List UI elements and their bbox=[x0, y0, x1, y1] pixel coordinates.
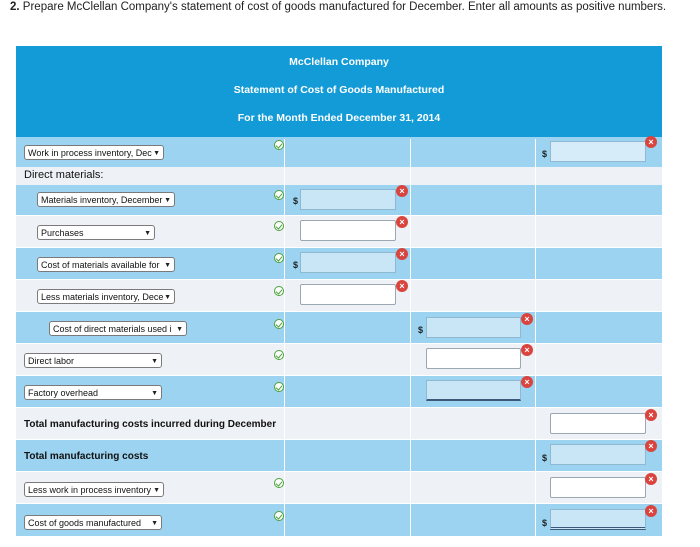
incorrect-icon: × bbox=[645, 505, 657, 517]
question-text bbox=[10, 0, 666, 14]
incorrect-icon: × bbox=[645, 473, 657, 485]
statement-header bbox=[16, 46, 662, 139]
check-icon bbox=[274, 511, 284, 521]
row-direct-materials bbox=[16, 167, 662, 185]
factory-overhead-select[interactable]: Factory overhead ▼ bbox=[24, 385, 162, 400]
incorrect-icon: × bbox=[645, 136, 657, 148]
dollar-sign: $ bbox=[542, 518, 548, 528]
direct-labor-select[interactable]: Direct labor ▼ bbox=[24, 353, 162, 368]
check-icon bbox=[274, 382, 284, 392]
materials-available-amount-input[interactable] bbox=[300, 252, 396, 273]
statement-period: For the Month Ended December 31, 2014 bbox=[237, 112, 441, 124]
incorrect-icon: × bbox=[521, 376, 533, 388]
total-incurred-label: Total manufacturing costs incurred during December bbox=[24, 419, 277, 430]
dollar-sign: $ bbox=[293, 196, 299, 206]
chevron-down-icon: ▼ bbox=[164, 197, 171, 204]
check-icon bbox=[274, 286, 284, 296]
company-name: McClellan Company bbox=[289, 56, 389, 68]
direct-materials-label: Direct materials: bbox=[24, 169, 104, 181]
cogm-select[interactable]: Cost of goods manufactured ▼ bbox=[24, 515, 162, 530]
direct-materials-used-select[interactable]: Cost of direct materials used i ▼ bbox=[49, 321, 187, 336]
column-divider bbox=[410, 139, 411, 537]
total-costs-amount-input[interactable] bbox=[550, 444, 646, 465]
row-direct-materials-used bbox=[16, 312, 662, 343]
column-divider bbox=[535, 139, 536, 537]
column-divider bbox=[284, 139, 285, 537]
row-materials-available bbox=[16, 248, 662, 279]
row-purchases bbox=[16, 216, 662, 247]
chevron-down-icon: ▼ bbox=[151, 520, 158, 527]
total-costs-label: Total manufacturing costs bbox=[24, 451, 149, 462]
row-cogm bbox=[16, 504, 662, 536]
incorrect-icon: × bbox=[645, 440, 657, 452]
incorrect-icon: × bbox=[396, 280, 408, 292]
check-icon bbox=[274, 319, 284, 329]
less-materials-select[interactable]: Less materials inventory, Dece ▼ bbox=[37, 289, 175, 304]
check-icon bbox=[274, 221, 284, 231]
direct-labor-amount-input[interactable] bbox=[426, 348, 521, 369]
materials-available-select[interactable]: Cost of materials available for ▼ bbox=[37, 257, 175, 272]
check-icon bbox=[274, 253, 284, 263]
wip-begin-select[interactable]: Work in process inventory, Dec ▼ bbox=[24, 145, 164, 160]
incorrect-icon: × bbox=[396, 216, 408, 228]
chevron-down-icon: ▼ bbox=[153, 487, 160, 494]
cogm-amount-input[interactable] bbox=[550, 509, 646, 530]
chevron-down-icon: ▼ bbox=[151, 390, 158, 397]
chevron-down-icon: ▼ bbox=[164, 294, 171, 301]
question-body: Prepare McClellan Company's statement of cost of goods manufactured for December. Enter all amounts as positive numbers. bbox=[22, 1, 667, 13]
dollar-sign: $ bbox=[293, 260, 299, 270]
question-number: 2. bbox=[10, 1, 20, 13]
less-wip-select[interactable]: Less work in process inventory ▼ bbox=[24, 482, 164, 497]
direct-materials-used-amount-input[interactable] bbox=[426, 317, 521, 338]
less-materials-amount-input[interactable] bbox=[300, 284, 396, 305]
incorrect-icon: × bbox=[521, 344, 533, 356]
check-icon bbox=[274, 140, 284, 150]
materials-inventory-amount-input[interactable] bbox=[300, 189, 396, 210]
row-direct-labor bbox=[16, 344, 662, 375]
purchases-amount-input[interactable] bbox=[300, 220, 396, 241]
row-less-wip bbox=[16, 472, 662, 503]
chevron-down-icon: ▼ bbox=[144, 230, 151, 237]
materials-inventory-select[interactable]: Materials inventory, December ▼ bbox=[37, 192, 175, 207]
wip-begin-amount-input[interactable] bbox=[550, 141, 646, 162]
row-less-materials bbox=[16, 280, 662, 311]
chevron-down-icon: ▼ bbox=[164, 262, 171, 269]
statement-table bbox=[16, 46, 662, 547]
row-materials-inventory bbox=[16, 185, 662, 215]
incorrect-icon: × bbox=[396, 248, 408, 260]
dollar-sign: $ bbox=[542, 453, 548, 463]
purchases-select[interactable]: Purchases ▼ bbox=[37, 225, 155, 240]
row-factory-overhead bbox=[16, 376, 662, 407]
row-total-incurred bbox=[16, 408, 662, 439]
check-icon bbox=[274, 190, 284, 200]
statement-title: Statement of Cost of Goods Manufactured bbox=[233, 84, 445, 96]
dollar-sign: $ bbox=[542, 149, 548, 159]
incorrect-icon: × bbox=[396, 185, 408, 197]
chevron-down-icon: ▼ bbox=[151, 358, 158, 365]
chevron-down-icon: ▼ bbox=[176, 326, 183, 333]
less-wip-amount-input[interactable] bbox=[550, 477, 646, 498]
check-icon bbox=[274, 350, 284, 360]
total-incurred-amount-input[interactable] bbox=[550, 413, 646, 434]
check-icon bbox=[274, 478, 284, 488]
row-wip-begin bbox=[16, 137, 662, 167]
dollar-sign: $ bbox=[418, 325, 424, 335]
chevron-down-icon: ▼ bbox=[153, 150, 160, 157]
incorrect-icon: × bbox=[521, 313, 533, 325]
factory-overhead-amount-input[interactable] bbox=[426, 380, 521, 401]
incorrect-icon: × bbox=[645, 409, 657, 421]
row-total-costs bbox=[16, 440, 662, 471]
